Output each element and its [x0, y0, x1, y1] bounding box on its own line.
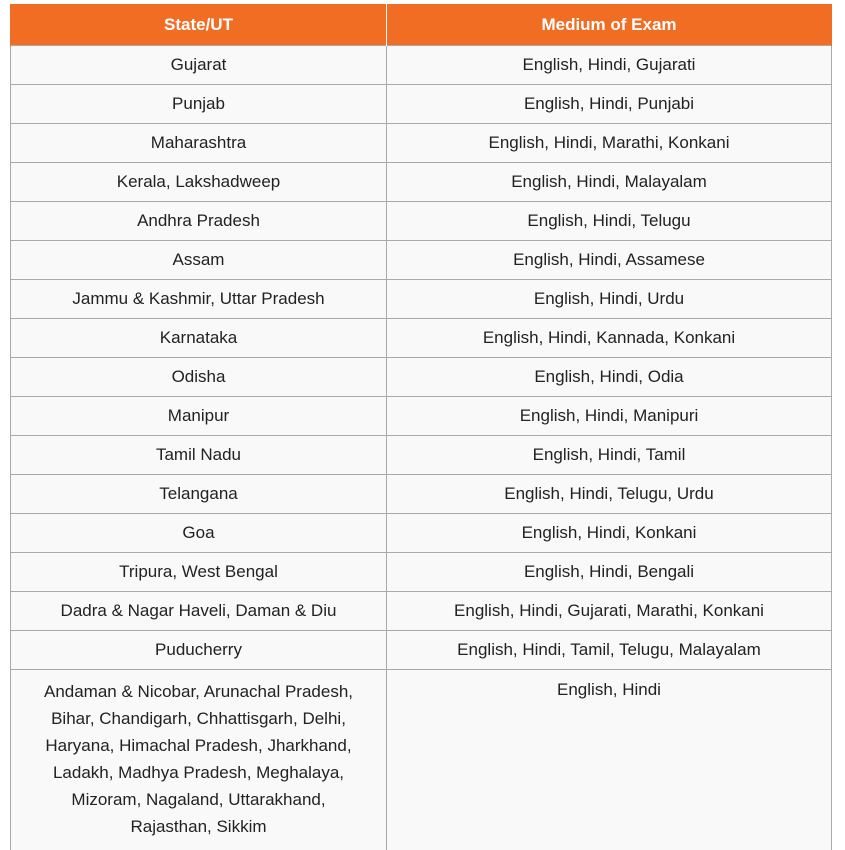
medium-cell: English, Hindi, Konkani: [387, 514, 832, 553]
table-body: [11, 46, 832, 850]
header-row: [11, 4, 832, 46]
medium-of-exam-table-container: [10, 4, 831, 850]
table-row: [11, 124, 832, 163]
state-cell: Punjab: [11, 85, 387, 124]
state-cell: Kerala, Lakshadweep: [11, 163, 387, 202]
header-state: State/UT: [11, 4, 387, 46]
medium-cell: English, Hindi, Tamil, Telugu, Malayalam: [387, 631, 832, 670]
table-row: [11, 202, 832, 241]
state-cell: Jammu & Kashmir, Uttar Pradesh: [11, 280, 387, 319]
state-cell: Gujarat: [11, 46, 387, 85]
state-line: Bihar, Chandigarh, Chhattisgarh, Delhi,: [19, 705, 378, 732]
medium-cell: English, Hindi, Kannada, Konkani: [387, 319, 832, 358]
state-cell: Puducherry: [11, 631, 387, 670]
medium-cell: English, Hindi, Bengali: [387, 553, 832, 592]
state-cell: Andhra Pradesh: [11, 202, 387, 241]
table-row: [11, 241, 832, 280]
medium-cell: English, Hindi, Telugu: [387, 202, 832, 241]
state-cell: Goa: [11, 514, 387, 553]
table-row: [11, 163, 832, 202]
table-header: [11, 4, 832, 46]
state-cell: Odisha: [11, 358, 387, 397]
table-row: [11, 319, 832, 358]
state-cell: Manipur: [11, 397, 387, 436]
state-cell: Telangana: [11, 475, 387, 514]
state-cell: Maharashtra: [11, 124, 387, 163]
medium-cell: English, Hindi, Gujarati: [387, 46, 832, 85]
state-line: Ladakh, Madhya Pradesh, Meghalaya,: [19, 759, 378, 786]
state-line: Rajasthan, Sikkim: [19, 813, 378, 840]
medium-cell: English, Hindi, Urdu: [387, 280, 832, 319]
state-line: Mizoram, Nagaland, Uttarakhand,: [19, 786, 378, 813]
table-row-remaining-states: [11, 670, 832, 850]
medium-cell: English, Hindi, Odia: [387, 358, 832, 397]
medium-cell: English, Hindi: [387, 670, 832, 850]
state-line: Haryana, Himachal Pradesh, Jharkhand,: [19, 732, 378, 759]
table-row: [11, 46, 832, 85]
state-line: Andaman & Nicobar, Arunachal Pradesh,: [19, 678, 378, 705]
table-row: [11, 436, 832, 475]
medium-cell: English, Hindi, Telugu, Urdu: [387, 475, 832, 514]
medium-of-exam-table: [10, 4, 832, 850]
table-row: [11, 553, 832, 592]
table-row: [11, 358, 832, 397]
table-row: [11, 280, 832, 319]
state-cell-multiline: [11, 670, 387, 850]
state-cell: Dadra & Nagar Haveli, Daman & Diu: [11, 592, 387, 631]
table-row: [11, 514, 832, 553]
table-row: [11, 592, 832, 631]
state-cell: Karnataka: [11, 319, 387, 358]
medium-cell: English, Hindi, Tamil: [387, 436, 832, 475]
header-medium: Medium of Exam: [387, 4, 832, 46]
table-row: [11, 85, 832, 124]
state-cell: Assam: [11, 241, 387, 280]
medium-cell: English, Hindi, Marathi, Konkani: [387, 124, 832, 163]
table-row: [11, 631, 832, 670]
medium-cell: English, Hindi, Punjabi: [387, 85, 832, 124]
state-cell: Tamil Nadu: [11, 436, 387, 475]
medium-cell: English, Hindi, Gujarati, Marathi, Konkani: [387, 592, 832, 631]
medium-cell: English, Hindi, Assamese: [387, 241, 832, 280]
table-row: [11, 475, 832, 514]
medium-cell: English, Hindi, Malayalam: [387, 163, 832, 202]
medium-cell: English, Hindi, Manipuri: [387, 397, 832, 436]
table-row: [11, 397, 832, 436]
state-cell: Tripura, West Bengal: [11, 553, 387, 592]
